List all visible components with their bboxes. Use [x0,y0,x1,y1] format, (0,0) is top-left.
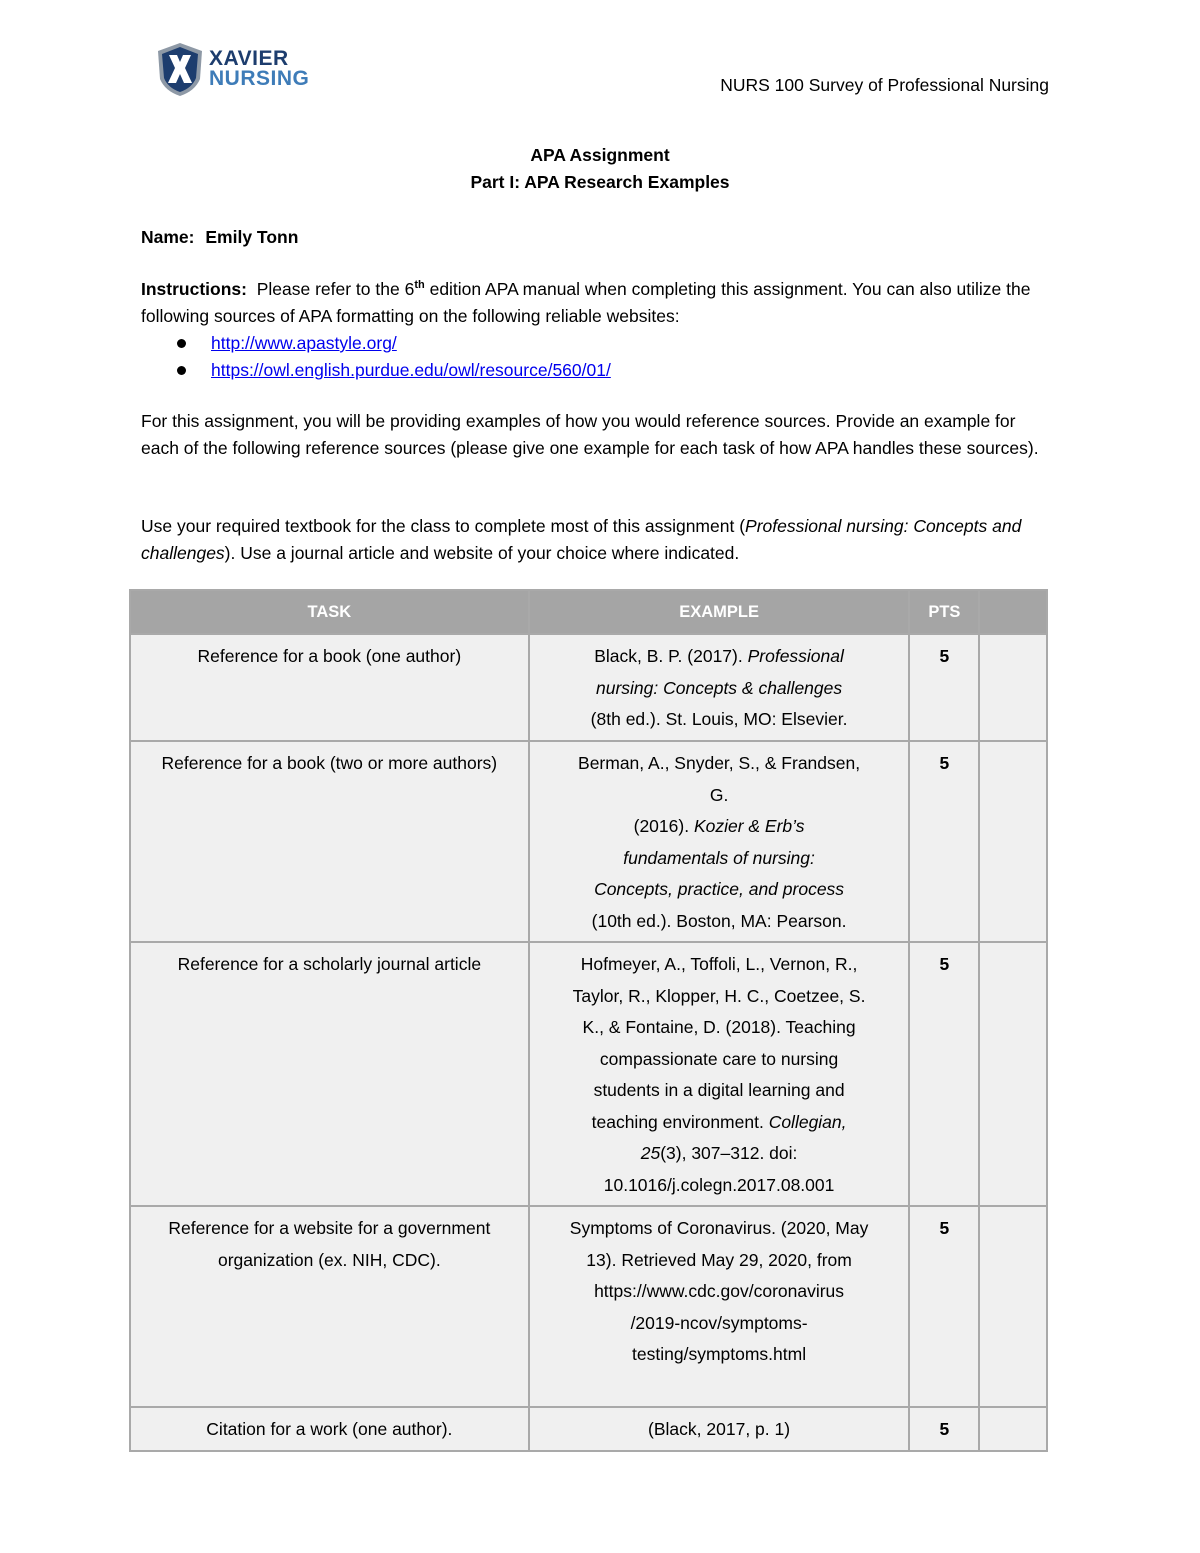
pts-cell: 5 [909,942,979,1206]
score-cell [979,741,1047,942]
example-line [570,1138,869,1170]
task-cell: Citation for a work (one author). [130,1407,529,1451]
pts-cell: 5 [909,634,979,741]
table-row [130,942,1047,1206]
apastyle-link[interactable]: http://www.apastyle.org/ [211,333,397,353]
example-line [570,1414,869,1446]
example-line [570,641,869,673]
example-line [570,1308,869,1340]
example-text: (10th ed.). Boston, MA: Pearson. [591,910,847,931]
example-text: teaching environment. [591,1111,769,1132]
x-shield-icon [155,41,205,98]
example-line [570,906,869,938]
textbook-title: Professional nursing: Concepts and challenges [141,516,1022,563]
example-text: testing/symptoms.html [632,1344,807,1364]
pts-cell: 5 [909,741,979,942]
document-title: APA Assignment [530,145,670,165]
score-cell [979,942,1047,1206]
example-text: students in a digital learning and [593,1080,845,1100]
instructions-text [141,276,1056,330]
table-header-row [130,590,1047,634]
score-cell [979,634,1047,741]
example-text: (3), 307–312. doi: [660,1143,798,1163]
instructions [141,276,1056,384]
example-cell [529,942,910,1206]
name-label: Name: [141,227,195,247]
course-header: NURS 100 Survey of Professional Nursing [720,75,1049,95]
task-cell: Reference for a book (one author) [130,634,529,741]
example-text: https://www.cdc.gov/coronavirus [594,1281,845,1301]
instructions-text-start: Please refer to the 6 [256,279,415,299]
example-cell [529,741,910,942]
logo-line-nursing: NURSING [209,67,310,90]
example-italic: Collegian, [768,1111,847,1132]
example-line [570,1276,869,1308]
list-item [141,330,1056,357]
example-text: Hofmeyer, A., Toffoli, L., Vernon, R., [580,954,858,974]
example-text: compassionate care to nursing [599,1048,839,1069]
textbook-paragraph-start: Use your required textbook for the class to complete most of this assignment ( [141,516,746,536]
name-line [141,224,1056,251]
name-value: Emily Tonn [205,227,299,247]
example-text: Black, B. P. (2017). [594,646,748,666]
example-line [570,949,869,981]
example-line [570,843,869,875]
example-cell [529,634,910,741]
instructions-text-end: edition APA manual when completing this assignment. You can also utilize the following sources of APA formatting on the following reliable websites: [141,279,1031,326]
textbook-paragraph [141,513,1056,567]
example-text: (8th ed.). St. Louis, MO: Elsevier. [590,709,848,729]
example-line [570,704,869,736]
table-row [130,741,1047,942]
example-line [570,1012,869,1044]
list-item [141,357,1056,384]
task-cell: Reference for a book (two or more authors) [130,741,529,942]
header-blank [979,590,1047,634]
example-cell [529,1407,910,1451]
apa-examples-table [129,589,1048,1452]
example-italic: nursing: Concepts & challenges [596,677,843,698]
example-text: 13). Retrieved May 29, 2020, from [586,1249,852,1270]
pts-cell: 5 [909,1407,979,1451]
header-pts: PTS [909,590,979,634]
example-text: (Black, 2017, p. 1) [648,1419,791,1439]
instructions-label: Instructions: [141,279,247,299]
example-text: (2016). [633,816,694,836]
table-row [130,634,1047,741]
example-line [570,1213,869,1245]
edition-superscript: th [414,279,425,291]
example-text: 10.1016/j.colegn.2017.08.001 [603,1174,835,1195]
example-line [570,1107,869,1139]
logo-line-xavier: XAVIER [209,47,289,70]
example-text: Berman, A., Snyder, S., & Frandsen, G. [578,753,861,805]
example-line [570,1075,869,1107]
example-line [570,748,869,811]
textbook-paragraph-end: ). Use a journal article and website of your choice where indicated. [224,543,740,563]
example-italic: Kozier & Erb’s [693,816,805,836]
example-line [570,981,869,1013]
assignment-paragraph: For this assignment, you will be providing examples of how you would reference sources. Provide an example for each of the following reference sources (please give one example for each task of how APA handles these sources). [141,411,1039,458]
header-task: TASK [130,590,529,634]
xavier-nursing-logo [155,40,309,98]
example-cell [529,1206,910,1407]
link-list [141,330,1056,384]
pts-cell: 5 [909,1206,979,1407]
task-cell: Reference for a scholarly journal article [130,942,529,1206]
example-line [570,1170,869,1202]
example-italic: 25 [640,1143,661,1163]
table-row [130,1206,1047,1407]
table-row [130,1407,1047,1451]
example-text: Symptoms of Coronavirus. (2020, May [569,1218,869,1238]
example-line [570,673,869,705]
example-line [570,1044,869,1076]
example-line [570,1245,869,1277]
example-italic: Professional [747,646,844,666]
document-subtitle: Part I: APA Research Examples [470,172,730,192]
header-example: EXAMPLE [529,590,910,634]
example-italic: fundamentals of nursing: [623,847,815,868]
example-line [570,874,869,906]
example-italic: Concepts, practice, and process [594,879,845,899]
score-cell [979,1206,1047,1407]
example-text: K., & Fontaine, D. (2018). Teaching [582,1017,856,1037]
task-cell: Reference for a website for a government organization (ex. NIH, CDC). [130,1206,529,1407]
score-cell [979,1407,1047,1451]
example-line [570,1339,869,1371]
example-line [570,811,869,843]
example-text: Taylor, R., Klopper, H. C., Coetzee, S. [572,985,866,1006]
purdue-owl-link[interactable]: https://owl.english.purdue.edu/owl/resource/560/01/ [211,360,611,380]
example-text: /2019-ncov/symptoms- [630,1312,808,1333]
